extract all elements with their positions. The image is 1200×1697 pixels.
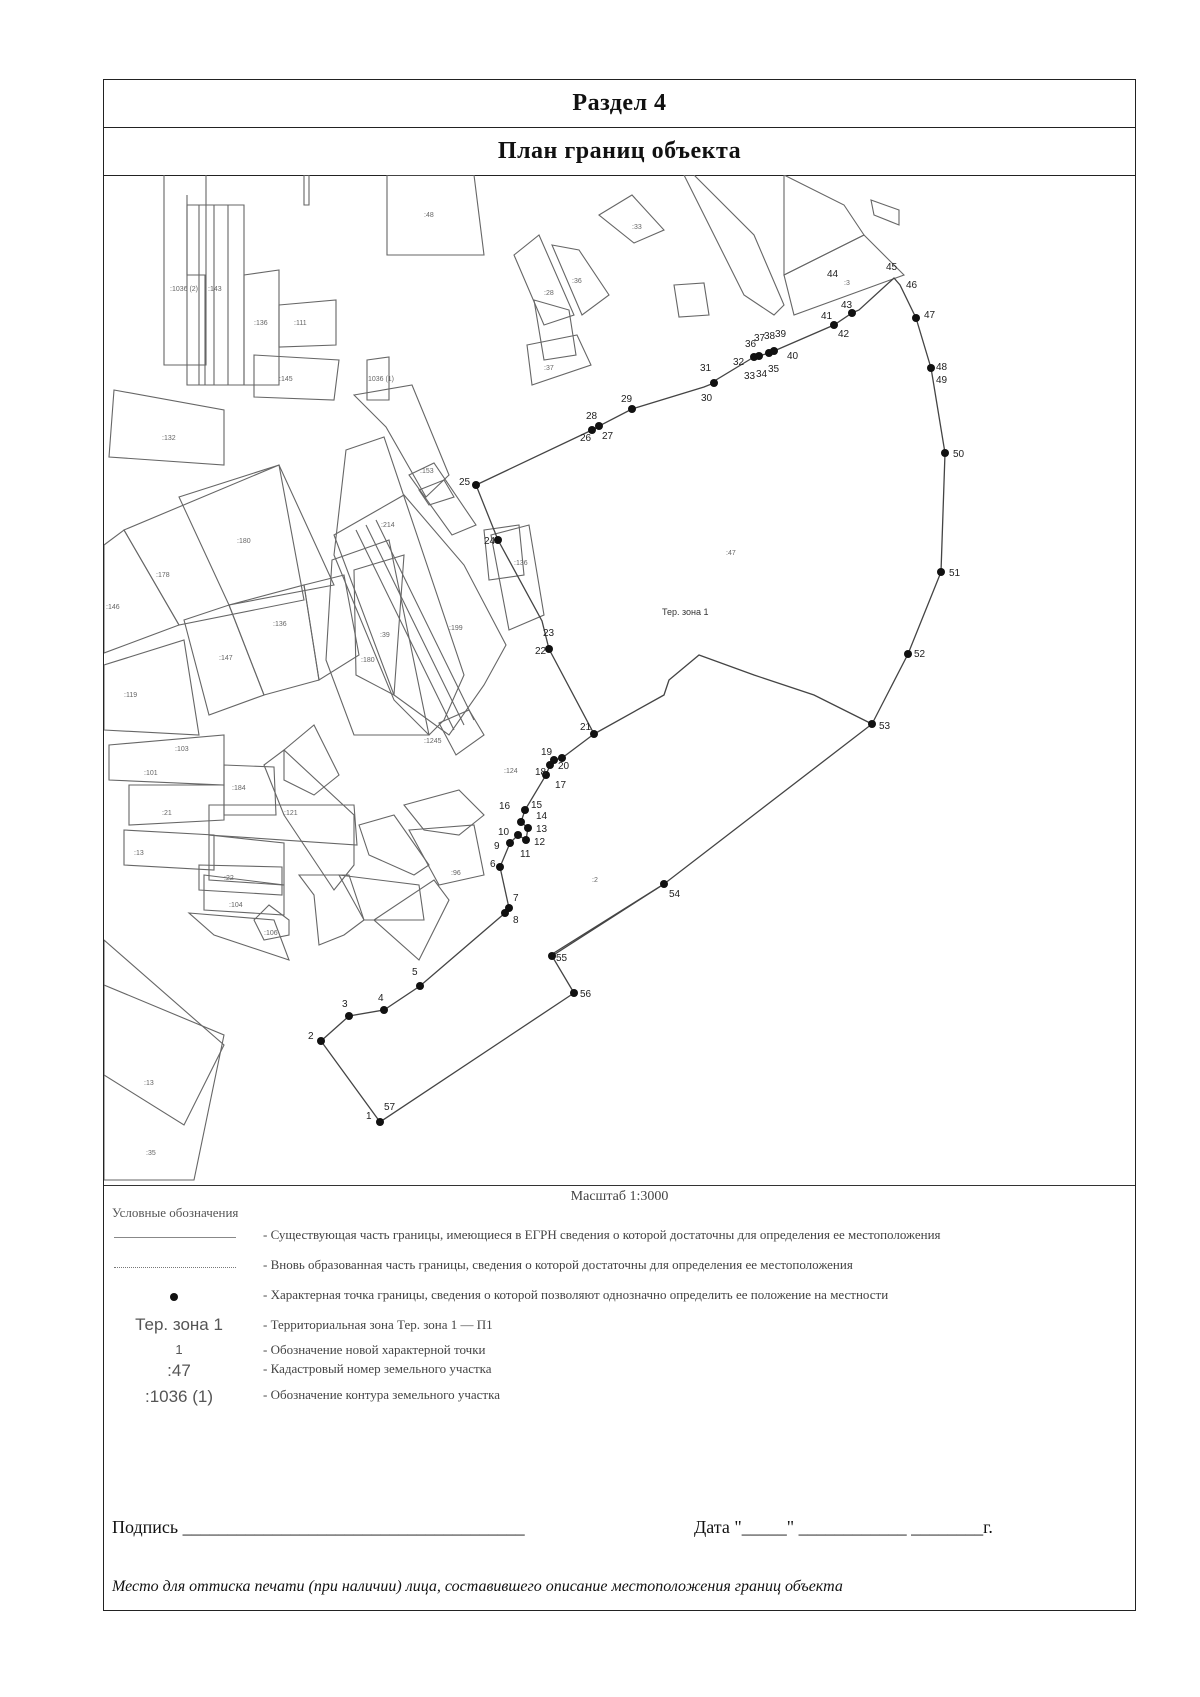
point-label: 25 [459, 477, 471, 488]
parcel-label: :36 [572, 278, 582, 285]
boundary-point [521, 806, 529, 814]
point-label: 37 [754, 333, 766, 344]
boundary-line [549, 884, 664, 956]
point-label: 20 [558, 761, 570, 772]
legend-zone [104, 1315, 1134, 1337]
parcel-label: :3 [844, 280, 850, 287]
boundary-point [912, 314, 920, 322]
parcel-outline [104, 940, 224, 1125]
point-label: 49 [936, 375, 948, 386]
legend-text: - Характерная точка границы, сведения о которой позволяют однозначно определить ее положение на местности [263, 1287, 889, 1302]
parcel-label: :214 [381, 522, 395, 529]
point-label: 41 [821, 311, 833, 322]
parcel-label: :124 [504, 768, 518, 775]
boundary-point [514, 831, 522, 839]
boundary-point [570, 989, 578, 997]
boundary-point [522, 836, 530, 844]
point-label: 8 [513, 915, 519, 926]
point-label: 18 [535, 767, 547, 778]
boundary-point [380, 1006, 388, 1014]
map-separator [104, 1185, 1135, 1186]
parcel-label: :178 [156, 572, 170, 579]
parcel-label: :1036 (1) [366, 376, 395, 383]
parcel-outline [164, 175, 206, 365]
parcel-label: :147 [219, 655, 233, 662]
boundary-point [416, 982, 424, 990]
parcel-label: :136 [254, 320, 268, 327]
parcel-outline [784, 175, 864, 275]
boundary-point [927, 364, 935, 372]
stamp-note: Место для оттиска печати (при наличии) лица, составившего описание местоположения границ объекта [112, 1578, 843, 1595]
parcel-outline [109, 390, 224, 465]
point-label: 6 [490, 859, 496, 870]
parcel-label: :37 [544, 365, 554, 372]
boundary-point [506, 839, 514, 847]
parcel-label: :153 [420, 468, 434, 475]
parcel-label: :35 [146, 1150, 156, 1157]
parcel-label: :121 [284, 810, 298, 817]
point-label: 45 [886, 262, 898, 273]
point-label: 33 [744, 371, 756, 382]
cadastral-map [104, 175, 1134, 1185]
date-line: Дата "_____" ____________ ________г. [694, 1517, 993, 1537]
parcel-outlines [104, 175, 904, 1180]
existing-boundary-line-symbol [114, 1237, 236, 1238]
parcel-outline [684, 175, 784, 315]
point-label: 7 [513, 893, 519, 904]
boundary-point [628, 405, 636, 413]
section-title: План границ объекта [104, 127, 1135, 176]
parcel-label: :146 [106, 604, 120, 611]
parcel-label: :1036 (2) [170, 286, 199, 293]
boundary-point [904, 650, 912, 658]
point-label: 17 [555, 780, 567, 791]
signature-line: Подпись ______________________________________ [112, 1517, 525, 1537]
point-label: 16 [499, 801, 511, 812]
parcel-outline [326, 540, 429, 735]
parcel-outline [599, 195, 664, 243]
parcel-outline [264, 750, 354, 890]
parcel-label: :132 [162, 435, 176, 442]
boundary-point [595, 422, 603, 430]
parcel-label: :104 [229, 902, 243, 909]
parcel-label: :184 [232, 785, 246, 792]
boundary-point [524, 824, 532, 832]
point-label: 43 [841, 300, 853, 311]
legend-text: - Вновь образованная часть границы, сведения о которой достаточны для определения ее местоположения [263, 1257, 853, 1272]
point-label: 10 [498, 827, 510, 838]
point-label: 35 [768, 364, 780, 375]
legend-text: - Территориальная зона Тер. зона 1 — П1 [263, 1317, 493, 1332]
parcel-outline [109, 735, 224, 785]
point-label: 47 [924, 310, 936, 321]
parcel-outline [871, 200, 899, 225]
boundary-point [496, 863, 504, 871]
parcel-label: :145 [279, 376, 293, 383]
parcel-outline [187, 205, 244, 385]
parcel-outline [404, 790, 484, 835]
parcel-outline [104, 530, 179, 653]
contour-symbol: :1036 (1) [144, 1387, 214, 1406]
boundary-point [868, 720, 876, 728]
point-label: 38 [764, 331, 776, 342]
parcel-outline [334, 495, 506, 735]
zone-label: Тер. зона 1 [662, 607, 709, 617]
point-label: 5 [412, 967, 418, 978]
point-label: 15 [531, 800, 543, 811]
legend-text: - Обозначение контура земельного участка [263, 1387, 500, 1402]
parcel-label: :136 [514, 560, 528, 567]
boundary-point [545, 645, 553, 653]
parcel-outline [284, 725, 339, 795]
point-label: 40 [787, 351, 799, 362]
parcel-outline [304, 175, 309, 205]
point-label: 21 [580, 722, 592, 733]
point-label: 13 [536, 824, 548, 835]
parcel-label: :13 [134, 850, 144, 857]
parcel-outline [419, 480, 454, 505]
point-label: 50 [953, 449, 965, 460]
parcel-label: :199 [449, 625, 463, 632]
legend-point [104, 1287, 1134, 1309]
parcel-label: :111 [294, 320, 307, 327]
boundary-point [590, 730, 598, 738]
boundary-point [376, 1118, 384, 1126]
point-label: 31 [700, 363, 712, 374]
point-label: 27 [602, 431, 614, 442]
point-label: 28 [586, 411, 598, 422]
point-label: 34 [756, 369, 768, 380]
parcel-outline [209, 805, 357, 845]
parcel-label: :119 [124, 692, 138, 699]
cadastral-number-symbol: :47 [167, 1361, 191, 1380]
point-label: 55 [556, 953, 568, 964]
section-frame [103, 79, 1136, 1611]
boundary-line [594, 655, 872, 734]
legend-existing-boundary [104, 1227, 1134, 1249]
parcel-label: :101 [144, 770, 158, 777]
parcel-label: :103 [175, 746, 189, 753]
parcel-label: :48 [424, 212, 434, 219]
legend-text: - Кадастровый номер земельного участка [263, 1361, 492, 1376]
parcel-label: :21 [162, 810, 172, 817]
point-label: 39 [775, 329, 787, 340]
point-label: 42 [838, 329, 850, 340]
parcel-outline [304, 575, 359, 680]
boundary-point [472, 481, 480, 489]
point-label: 57 [384, 1102, 396, 1113]
legend-title: Условные обозначения [112, 1205, 239, 1220]
object-boundary [321, 278, 945, 1122]
point-label: 29 [621, 394, 633, 405]
boundary-line [380, 993, 574, 1122]
point-label: 56 [580, 989, 592, 1000]
parcel-outline [244, 270, 279, 385]
parcel-label: :96 [451, 870, 461, 877]
point-label: 44 [827, 269, 839, 280]
point-label: 54 [669, 889, 681, 900]
boundary-point [770, 347, 778, 355]
point-label: 12 [534, 837, 546, 848]
zone-symbol: Тер. зона 1 [135, 1315, 223, 1334]
parcel-outline [104, 640, 199, 735]
point-label: 2 [308, 1031, 314, 1042]
parcel-outline [514, 235, 574, 325]
boundary-line [321, 278, 945, 1122]
point-number-symbol: 1 [175, 1342, 183, 1357]
point-label: 14 [536, 811, 548, 822]
point-label: 3 [342, 999, 348, 1010]
parcel-label: :33 [632, 224, 642, 231]
point-label: 30 [701, 393, 713, 404]
parcel-outline [674, 283, 709, 317]
parcel-label: :13 [144, 1080, 154, 1087]
point-label: 26 [580, 433, 592, 444]
legend-text: - Обозначение новой характерной точки [263, 1342, 486, 1357]
parcel-outline [356, 530, 454, 730]
boundary-point [548, 952, 556, 960]
point-label: 24 [484, 536, 496, 547]
parcel-label: :180 [237, 538, 251, 545]
legend-text: - Существующая часть границы, имеющиеся в ЕГРН сведения о которой достаточны для определения ее местоположения [263, 1227, 941, 1242]
parcel-label: :22 [224, 875, 234, 882]
point-label: 36 [745, 339, 757, 350]
parcel-outline [104, 985, 224, 1180]
point-label: 53 [879, 721, 891, 732]
parcel-outline [254, 355, 339, 400]
parcel-label: :39 [380, 632, 390, 639]
boundary-point [755, 352, 763, 360]
parcel-label: :28 [544, 290, 554, 297]
boundary-point [937, 568, 945, 576]
point-label: 23 [543, 628, 555, 639]
parcel-label: :136 [273, 621, 287, 628]
parcel-outline [354, 385, 449, 497]
parcel-outline [229, 585, 319, 695]
parcel-outline [387, 175, 484, 255]
parcel-outline [527, 335, 591, 385]
boundary-point [345, 1012, 353, 1020]
boundary-point-symbol [170, 1293, 178, 1301]
parcel-outline [484, 525, 524, 580]
parcel-label: :47 [726, 550, 736, 557]
legend-contour [104, 1387, 1134, 1409]
point-label: 52 [914, 649, 926, 660]
parcel-outline [376, 520, 474, 720]
boundary-point [494, 536, 502, 544]
point-label: 19 [541, 747, 553, 758]
parcel-outline [409, 825, 484, 885]
legend-cadastral-number [104, 1361, 1134, 1383]
parcel-outline [279, 300, 336, 347]
boundary-point [710, 379, 718, 387]
point-label: 22 [535, 646, 547, 657]
boundary-point [517, 818, 525, 826]
boundary-point [317, 1037, 325, 1045]
section-number: Раздел 4 [104, 80, 1135, 128]
point-label: 32 [733, 357, 745, 368]
parcel-outline [124, 465, 304, 625]
parcel-label: :143 [208, 286, 222, 293]
point-label: 48 [936, 362, 948, 373]
point-label: 46 [906, 280, 918, 291]
new-boundary-line-symbol [114, 1267, 236, 1268]
parcel-label: :106 [264, 930, 278, 937]
parcel-label: :180 [361, 657, 375, 664]
point-label: 1 [366, 1111, 372, 1122]
boundary-point [941, 449, 949, 457]
parcel-outline [179, 465, 334, 605]
boundary-point [505, 904, 513, 912]
parcel-label: :1245 [424, 738, 442, 745]
point-label: 9 [494, 841, 500, 852]
boundary-point [660, 880, 668, 888]
point-label: 11 [520, 849, 531, 860]
legend-new-boundary [104, 1257, 1134, 1279]
point-label: 4 [378, 993, 384, 1004]
parcel-label: :2 [592, 877, 598, 884]
map-scale: Масштаб 1:3000 [570, 1189, 669, 1204]
parcel-outline [534, 300, 576, 360]
boundary-point [830, 321, 838, 329]
point-label: 51 [949, 568, 961, 579]
